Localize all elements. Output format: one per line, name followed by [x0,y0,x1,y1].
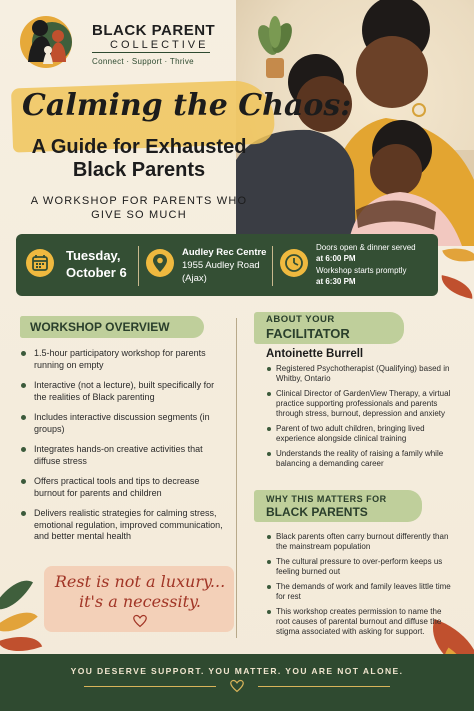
overview-list [20,348,228,552]
family-logo-icon [18,12,78,70]
list-item: Includes interactive discussion segments (in groups) [20,412,228,435]
heart-icon [229,679,245,693]
list-item: Understands the reality of raising a family while balancing a demanding career [266,449,452,469]
location-pin-icon [146,249,174,277]
leaf-decoration [442,242,474,268]
event-day: Tuesday, [66,248,121,263]
list-item: Offers practical tools and tips to decrease burnout for parents and children [20,476,228,499]
info-divider [138,246,139,286]
list-item: The demands of work and family leaves little time for rest [266,582,452,602]
workshop-start-label: Workshop starts promptly [316,266,407,275]
footer-message: YOU DESERVE SUPPORT. YOU MATTER. YOU ARE NOT ALONE. [70,666,404,676]
footer-rule-left [84,686,216,687]
page-title: A Guide for Exhausted Black Parents [31,136,247,181]
doors-open-time: at 6:00 PM [316,254,356,263]
brand-tagline: Connect · Support · Thrive [92,57,194,66]
facilitator-list [266,364,452,474]
brand-divider [92,52,210,53]
overview-heading: WORKSHOP OVERVIEW [20,316,204,338]
rest-callout [48,572,232,612]
event-info-bar [16,234,438,296]
event-date: October 6 [66,265,127,280]
calendar-icon [26,249,54,277]
facilitator-heading-top: ABOUT YOUR [266,314,335,325]
event-address-line2: (Ajax) [182,273,207,284]
list-item: The cultural pressure to over-perform keeps us feeling burned out [266,557,452,577]
facilitator-name: Antoinette Burrell [266,348,364,360]
rest-callout-line1: Rest is not a luxury... [54,572,226,591]
event-venue: Audley Rec Centre [182,247,267,258]
leaf-decoration [439,275,474,299]
list-item: This workshop creates permission to name the root causes of parental burnout and diffuse the stigma associated with asking for support. [266,607,452,637]
facilitator-heading-bottom: FACILITATOR [266,326,350,341]
rest-callout-line2: it's a necessity. [78,592,202,611]
event-address-line1: 1955 Audley Road [182,260,260,271]
brand-name: BLACK PARENT [92,22,216,39]
list-item: Parent of two adult children, bringing lived experience alongside clinical training [266,424,452,444]
why-heading [254,490,422,522]
list-item: Integrates hands-on creative activities that diffuse stress [20,444,228,467]
info-divider [272,246,273,286]
doors-open-label: Doors open & dinner served [316,243,416,252]
clock-icon [280,249,308,277]
list-item: Registered Psychotherapist (Qualifying) based in Whitby, Ontario [266,364,452,384]
page-subtitle: A WORKSHOP FOR PARENTS WHO GIVE SO MUCH [30,195,248,221]
heart-icon [132,614,148,628]
title-script: Calming the Chaos: [22,88,352,123]
list-item: Black parents often carry burnout differently than the mainstream population [266,532,452,552]
brand-subtitle: COLLECTIVE [110,39,209,51]
why-heading-bottom: BLACK PARENTS [266,505,368,519]
list-item: Delivers realistic strategies for calming stress, emotional regulation, improved communication, and better mental health [20,508,228,543]
workshop-start-time: at 6:30 PM [316,277,356,286]
list-item: 1.5-hour participatory workshop for parents running on empty [20,348,228,371]
facilitator-heading [254,312,404,344]
why-heading-top: WHY THIS MATTERS FOR [266,494,387,504]
footer-rule-right [258,686,390,687]
column-divider [236,318,237,638]
list-item: Interactive (not a lecture), built specifically for the realities of Black parenting [20,380,228,403]
why-list [266,532,452,642]
list-item: Clinical Director of GardenView Therapy, a virtual practice supporting professionals and parents through stress, burnout, depression and anxiety [266,389,452,419]
